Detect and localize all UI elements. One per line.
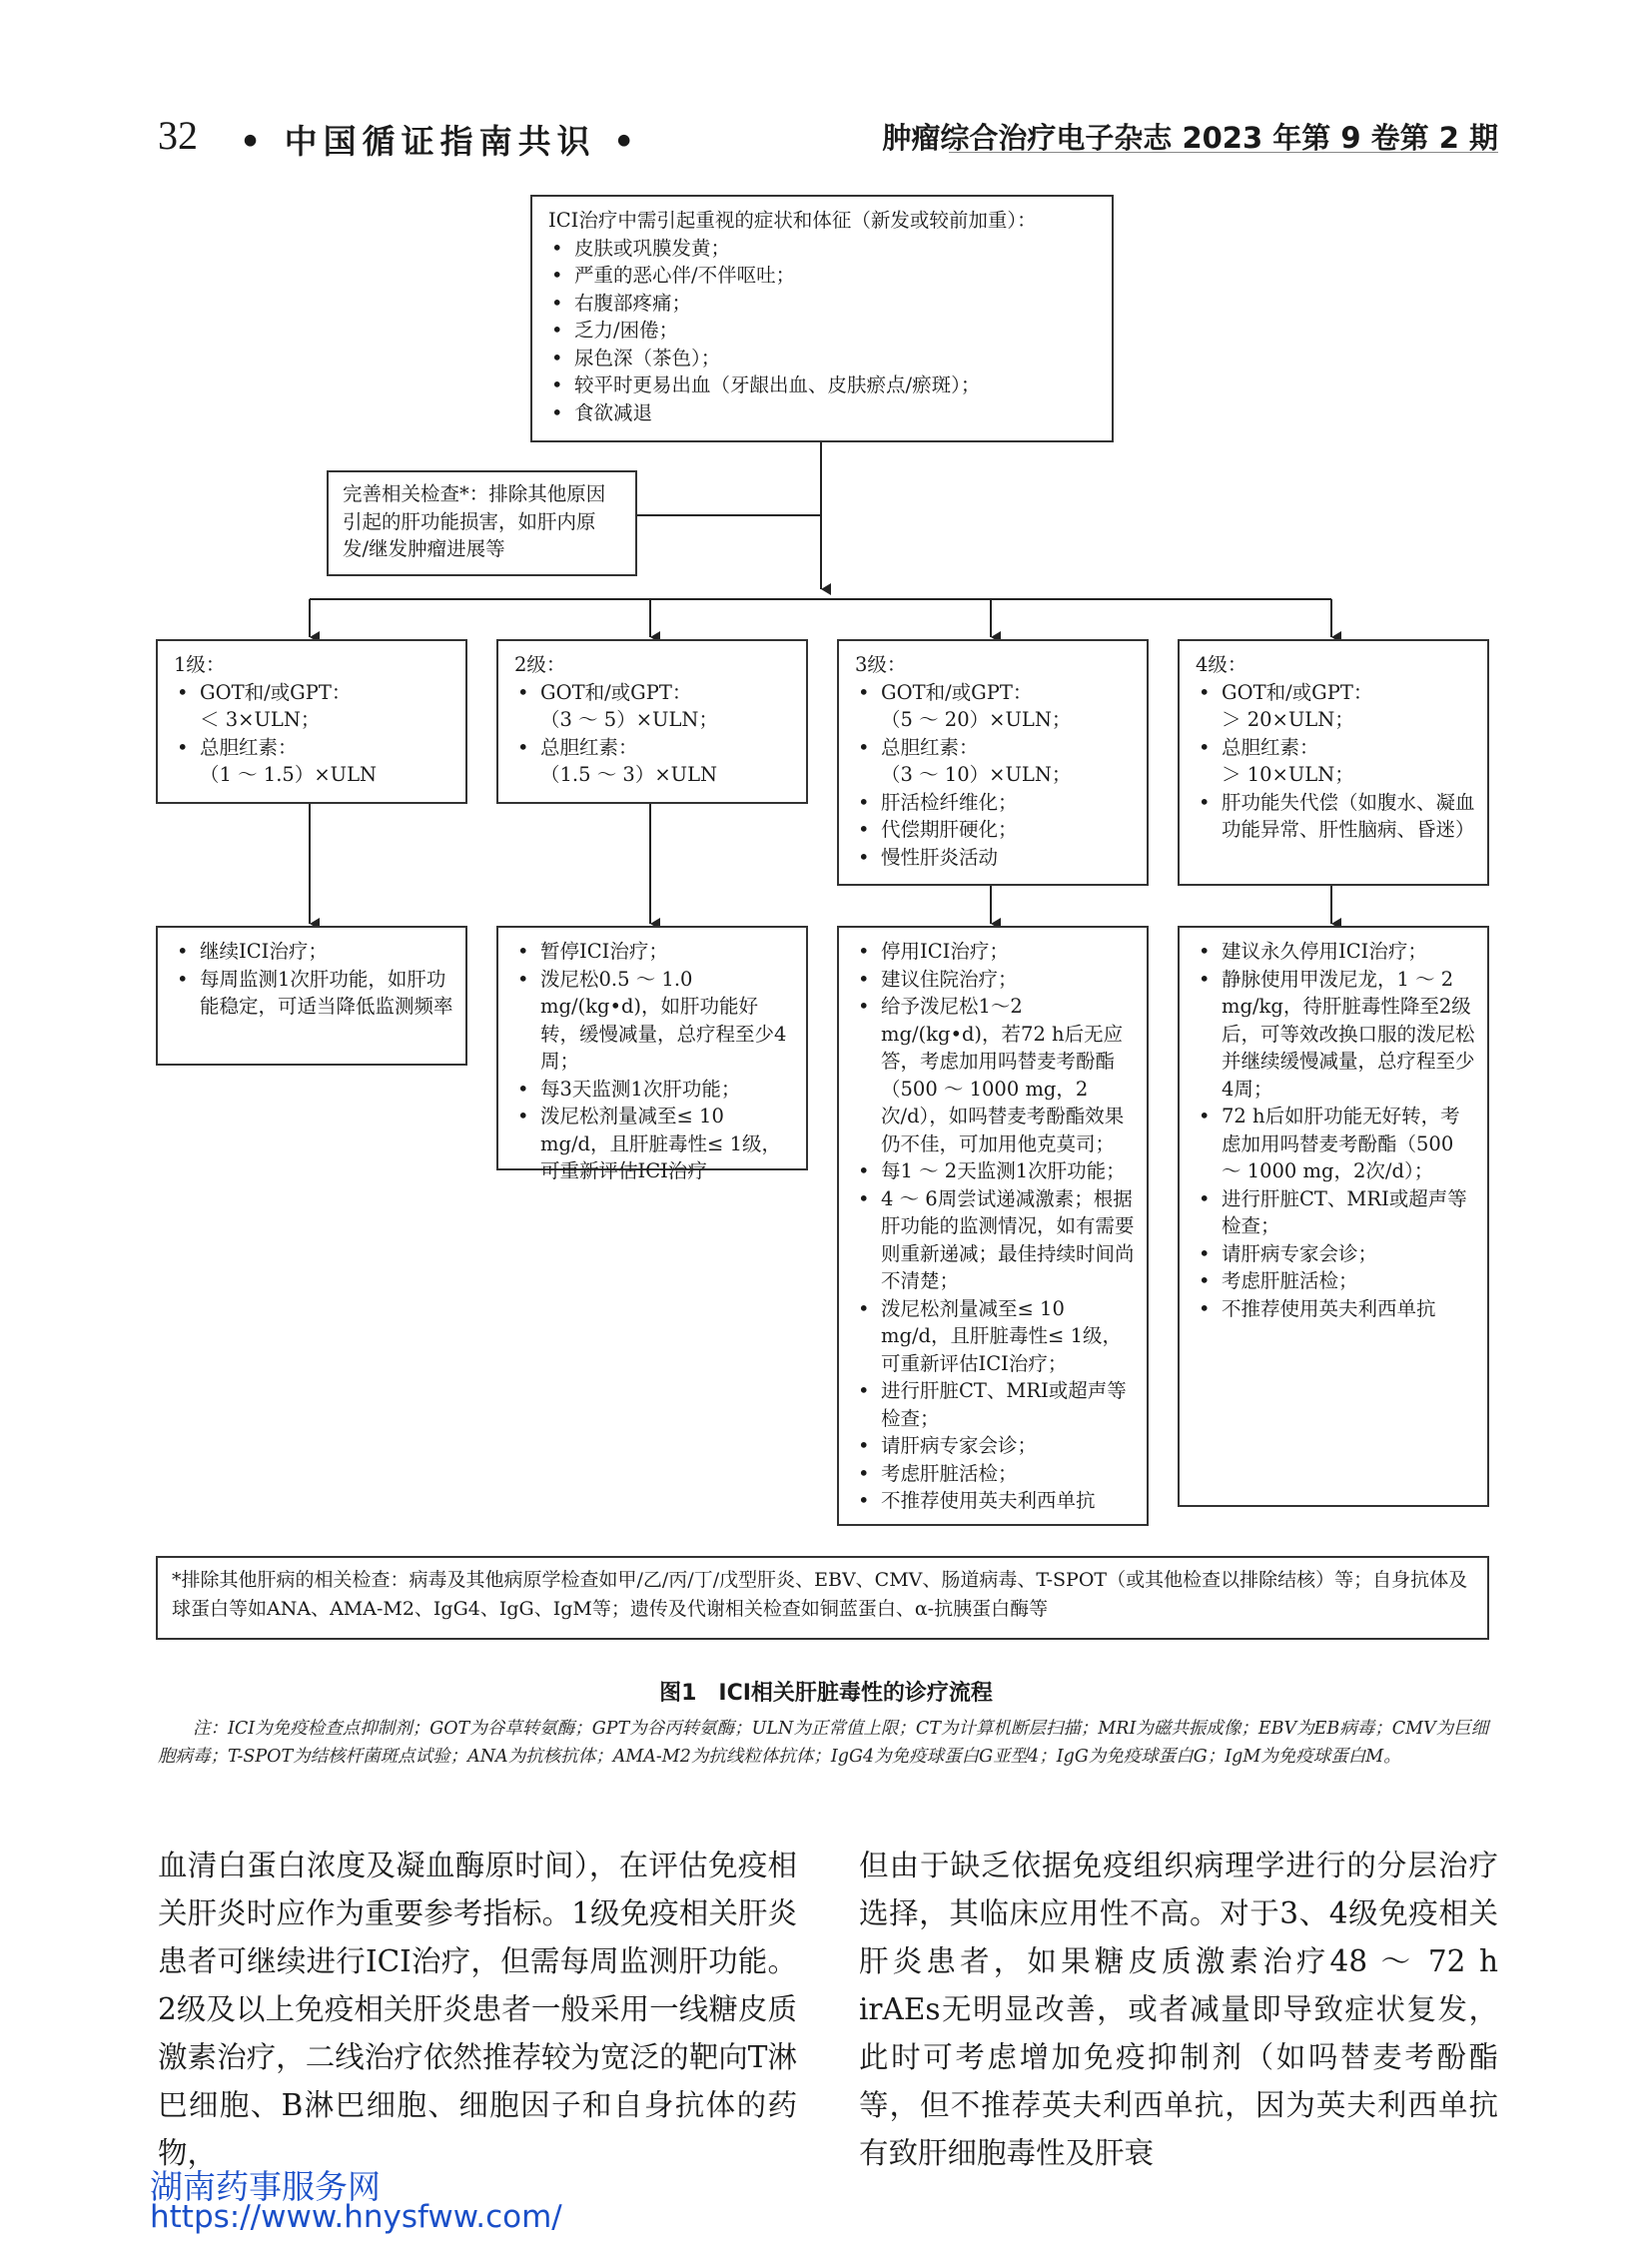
series-title: • 中国循证指南共识 • [240, 122, 641, 161]
footnote-box [156, 1556, 1489, 1640]
management-item: • 继续ICI治疗； [174, 938, 453, 966]
grade3-title: 3级： [855, 653, 907, 676]
grade4-title: 4级： [1196, 653, 1247, 676]
grade1-title: 1级： [174, 653, 226, 676]
journal-title: 肿瘤综合治疗电子杂志 2023 年第 9 卷第 2 期 [882, 121, 1498, 155]
exam-note-box [327, 470, 637, 576]
management-item: • 静脉使用甲泼尼龙，1 ～ 2 mg/kg，待肝脏毒性降至2级后，可等效改换口服的泼尼松并继续缓慢减量，总疗程至少4周； [1196, 966, 1475, 1104]
grade3-box [837, 639, 1149, 886]
criterion: • 肝功能失代偿（如腹水、凝血功能异常、肝性脑病、昏迷） [1196, 789, 1475, 844]
symptoms-title: ICI治疗中需引起重视的症状和体征（新发或较前加重）： [548, 209, 1037, 232]
criterion: • 肝活检纤维化； [855, 789, 1135, 817]
symptom-item: • 皮肤或巩膜发黄； [548, 235, 1100, 263]
symptom-item: • 严重的恶心伴/不伴呕吐； [548, 262, 1100, 290]
management-item: • 考虑肝脏活检； [1196, 1267, 1475, 1295]
management-item: • 请肝病专家会诊； [855, 1432, 1135, 1460]
symptom-item: • 右腹部疼痛； [548, 290, 1100, 318]
management-item: • 每周监测1次肝功能，如肝功能稳定，可适当降低监测频率 [174, 966, 453, 1021]
grade4-box [1178, 639, 1489, 886]
criterion: • 总胆红素： （3 ～ 10）×ULN； [855, 734, 1135, 789]
grade1-management-box [156, 926, 467, 1066]
management-item: • 考虑肝脏活检； [855, 1460, 1135, 1488]
management-item: • 请肝病专家会诊； [1196, 1240, 1475, 1268]
grade2-title: 2级： [514, 653, 566, 676]
footnote-text: *排除其他肝病的相关检查：病毒及其他病原学检查如甲/乙/丙/丁/戊型肝炎、EBV、CMV、肠道病毒、T-SPOT（或其他检查以排除结核）等；自身抗体及球蛋白等如ANA、AMA-M2、IgG4、IgG、IgM等；遗传及代谢相关检查如铜蓝蛋白、α-抗胰蛋白酶等 [172, 1569, 1468, 1620]
grade2-management-box [496, 926, 808, 1182]
management-item: • 停用ICI治疗； [855, 938, 1135, 966]
management-item: • 建议住院治疗； [855, 966, 1135, 994]
criterion: • 总胆红素： ＞ 10×ULN； [1196, 734, 1475, 789]
criterion: • GOT和/或GPT： ＞ 20×ULN； [1196, 679, 1475, 734]
management-item: • 不推荐使用英夫利西单抗 [1196, 1295, 1475, 1323]
management-item: • 给予泼尼松1～2 mg/(kg•d)，若72 h后无应答，考虑加用吗替麦考酚酯（500 ～ 1000 mg，2次/d），如吗替麦考酚酯效果仍不佳，可加用他克莫司； [855, 993, 1135, 1157]
management-item: • 72 h后如肝功能无好转，考虑加用吗替麦考酚酯（500 ～ 1000 mg，2次/d）； [1196, 1103, 1475, 1185]
management-item: • 每1 ～ 2天监测1次肝功能； [855, 1157, 1135, 1185]
figure-caption: 图1 ICI相关肝脏毒性的诊疗流程 [659, 1681, 993, 1706]
body-text-right: 但由于缺乏依据免疫组织病理学进行的分层治疗选择，其临床应用性不高。对于3、4级免疫相关肝炎患者，如果糖皮质激素治疗48 ～ 72 h irAEs无明显改善，或者减量即导致症状复发，此时可考虑增加免疫抑制剂（如吗替麦考酚酯等，但不推荐英夫利西单抗，因为英夫利西单抗有致肝细胞毒性及肝衰 [859, 1849, 1498, 2170]
grade4-management-box [1178, 926, 1489, 1507]
management-item: • 进行肝脏CT、MRI或超声等检查； [855, 1377, 1135, 1432]
management-item: • 建议永久停用ICI治疗； [1196, 938, 1475, 966]
criterion: • 总胆红素： （1 ～ 1.5）×ULN [174, 734, 453, 789]
symptom-item: • 食欲减退 [548, 399, 1100, 427]
management-item: • 每3天监测1次肝功能； [514, 1076, 794, 1104]
page-number: 32 [158, 113, 198, 158]
symptom-item: • 较平时更易出血（牙龈出血、皮肤瘀点/瘀斑）； [548, 372, 1100, 399]
exam-note-text: 完善相关检查*：排除其他原因引起的肝功能损害，如肝内原发/继发肿瘤进展等 [343, 482, 606, 560]
body-text-left: 血清白蛋白浓度及凝血酶原时间），在评估免疫相关肝炎时应作为重要参考指标。1级免疫相关肝炎患者可继续进行ICI治疗，但需每周监测肝功能。2级及以上免疫相关肝炎患者一般采用一线糖皮质激素治疗，二线治疗依然推荐较为宽泛的靶向T淋巴细胞、B淋巴细胞、细胞因子和自身抗体的药物， [158, 1849, 797, 2170]
criterion: • GOT和/或GPT： （3 ～ 5）×ULN； [514, 679, 794, 734]
grade1-box [156, 639, 467, 804]
criterion: • GOT和/或GPT： （5 ～ 20）×ULN； [855, 679, 1135, 734]
watermark-url[interactable]: https://www.hnysfww.com/ [150, 2199, 562, 2235]
management-item: • 进行肝脏CT、MRI或超声等检查； [1196, 1185, 1475, 1240]
criterion: • GOT和/或GPT： ＜ 3×ULN； [174, 679, 453, 734]
symptoms-box [530, 195, 1114, 442]
criterion: • 慢性肝炎活动 [855, 844, 1135, 872]
management-item: • 泼尼松剂量减至≤ 10 mg/d，且肝脏毒性≤ 1级，可重新评估ICI治疗 [514, 1103, 794, 1185]
management-item: • 暂停ICI治疗； [514, 938, 794, 966]
figure-note: 注：ICI为免疫检查点抑制剂；GOT为谷草转氨酶；GPT为谷丙转氨酶；ULN为正常值上限；CT为计算机断层扫描；MRI为磁共振成像；EBV为EB病毒；CMV为巨细胞病毒；T-SPOT为结核杆菌斑点试验；ANA为抗核抗体；AMA-M2为抗线粒体抗体；IgG4为免疫球蛋白G亚型4；IgG为免疫球蛋白G；IgM为免疫球蛋白M。 [158, 1719, 1489, 1767]
management-item: • 泼尼松0.5 ～ 1.0 mg/(kg•d)，如肝功能好转，缓慢减量，总疗程至少4周； [514, 966, 794, 1076]
management-item: • 泼尼松剂量减至≤ 10 mg/d，且肝脏毒性≤ 1级，可重新评估ICI治疗； [855, 1295, 1135, 1378]
grade2-box [496, 639, 808, 804]
management-item: • 4 ～ 6周尝试递减激素；根据肝功能的监测情况，如有需要则重新递减；最佳持续时间尚不清楚； [855, 1185, 1135, 1295]
symptom-item: • 乏力/困倦； [548, 317, 1100, 345]
watermark-site-name: 湖南药事服务网 [150, 2167, 381, 2206]
symptom-item: • 尿色深（茶色）； [548, 345, 1100, 373]
management-item: • 不推荐使用英夫利西单抗 [855, 1487, 1135, 1515]
criterion: • 总胆红素： （1.5 ～ 3）×ULN [514, 734, 794, 789]
criterion: • 代偿期肝硬化； [855, 816, 1135, 844]
grade3-management-box [837, 926, 1149, 1526]
